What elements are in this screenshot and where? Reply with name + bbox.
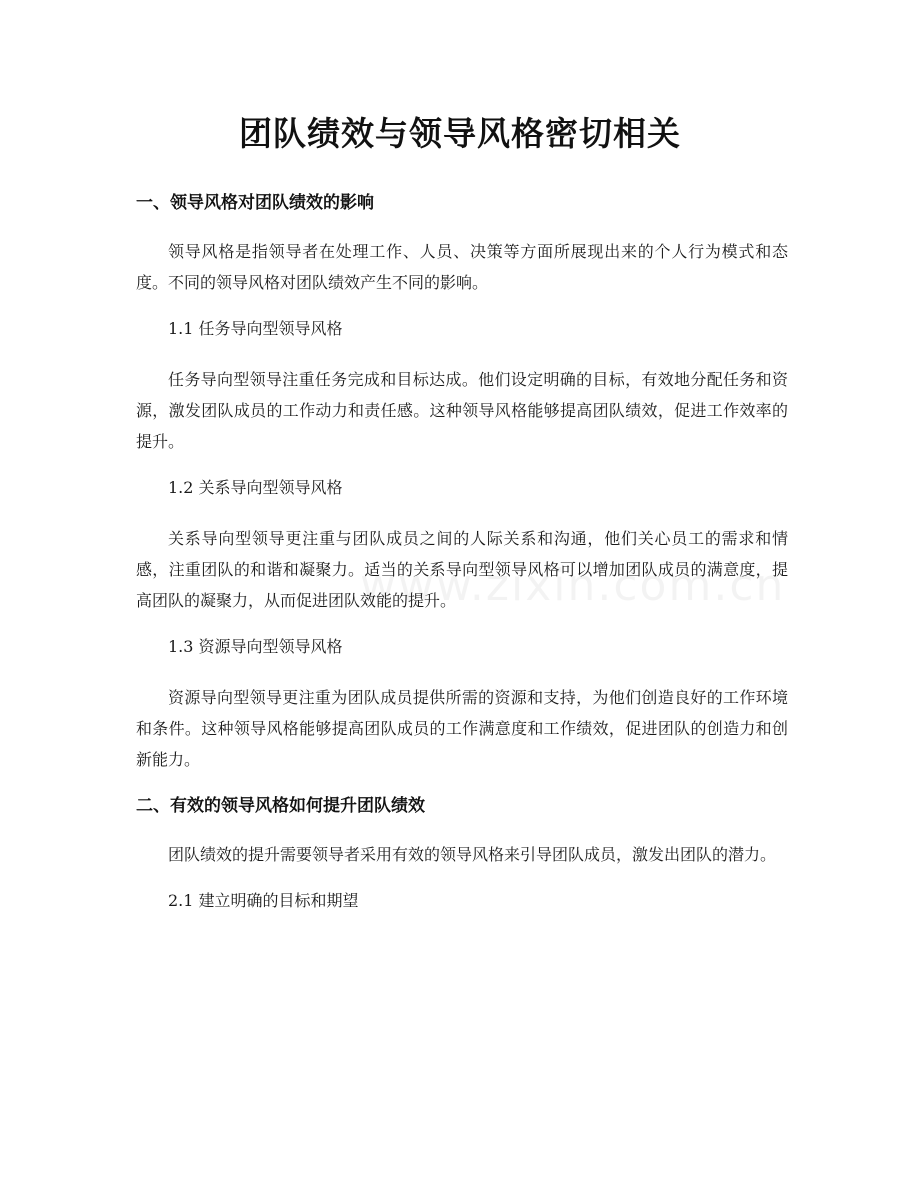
subsection-heading: 1.3 资源导向型领导风格 xyxy=(168,637,343,656)
document-title: 团队绩效与领导风格密切相关 xyxy=(239,114,681,153)
section-1 xyxy=(136,190,788,775)
subsection-heading: 1.1 任务导向型领导风格 xyxy=(168,319,343,338)
section-2 xyxy=(136,793,788,914)
subsection-body: 资源导向型领导更注重为团队成员提供所需的资源和支持，为他们创造良好的工作环境和条件。这种领导风格能够提高团队成员的工作满意度和工作绩效，促进团队的创造力和创新能力。 xyxy=(136,688,788,769)
subsection-body: 任务导向型领导注重任务完成和目标达成。他们设定明确的目标，有效地分配任务和资源，激发团队成员的工作动力和责任感。这种领导风格能够提高团队绩效，促进工作效率的提升。 xyxy=(136,370,788,451)
subsection-body: 关系导向型领导更注重与团队成员之间的人际关系和沟通，他们关心员工的需求和情感，注重团队的和谐和凝聚力。适当的关系导向型领导风格可以增加团队成员的满意度，提高团队的凝聚力，从而促进团队效能的提升。 xyxy=(136,529,788,610)
section-heading: 二、有效的领导风格如何提升团队绩效 xyxy=(136,796,425,816)
section-intro: 领导风格是指领导者在处理工作、人员、决策等方面所展现出来的个人行为模式和态度。不同的领导风格对团队绩效产生不同的影响。 xyxy=(136,242,788,292)
subsection-heading: 2.1 建立明确的目标和期望 xyxy=(168,891,359,910)
subsection-heading: 1.2 关系导向型领导风格 xyxy=(168,478,343,497)
document-body xyxy=(136,190,788,936)
section-intro: 团队绩效的提升需要领导者采用有效的领导风格来引导团队成员，激发出团队的潜力。 xyxy=(168,845,777,864)
section-heading: 一、领导风格对团队绩效的影响 xyxy=(136,193,374,213)
